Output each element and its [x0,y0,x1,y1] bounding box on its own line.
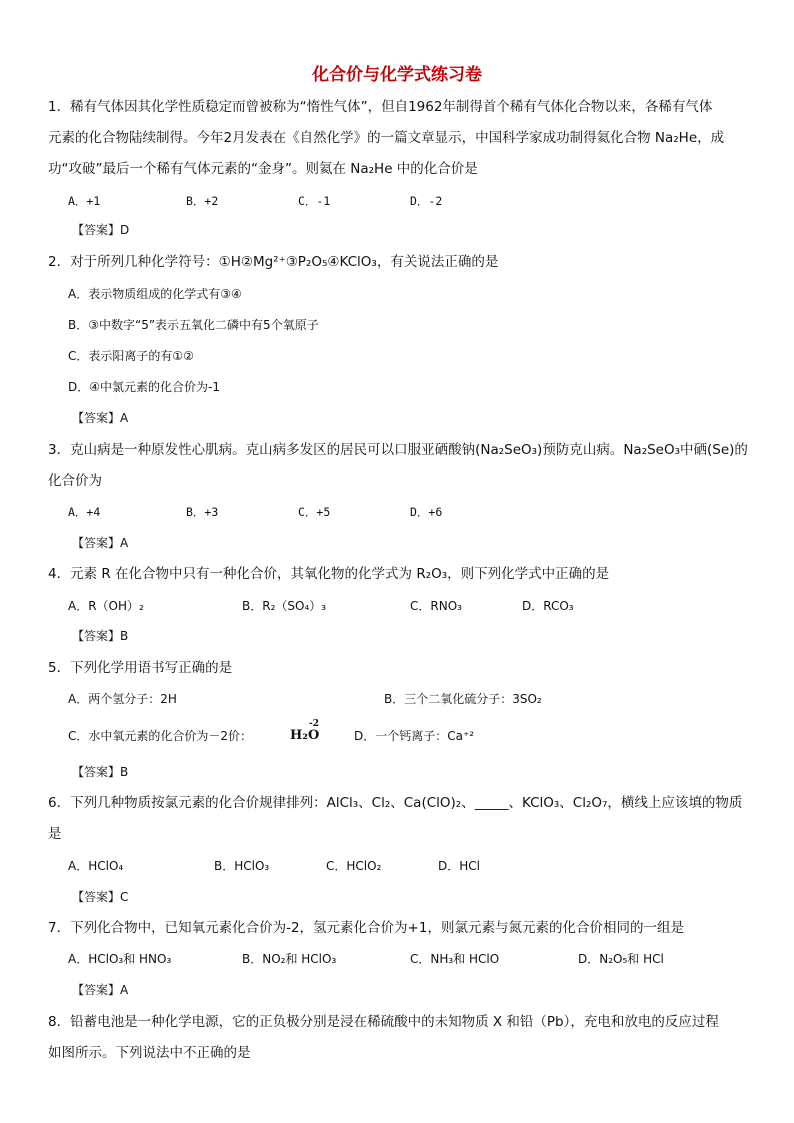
h2o-formula-base: H₂ [290,728,308,743]
q5-option-b: B．三个二氧化硫分子：3SO₂ [384,692,542,706]
q5-option-a: A．两个氢分子：2H [68,692,177,706]
q3-option-a: A．+4 [68,505,101,519]
q1-option-a: A．+1 [68,194,101,208]
q6-option-b: B．HClO₃ [214,859,270,873]
q5-option-c: C．水中氧元素的化合价为－2价： [68,729,253,743]
q2-option-a: A．表示物质组成的化学式有③④ [68,287,242,301]
q7-answer: 【答案】A [72,983,129,997]
q4-option-a: A．R（OH）₂ [68,599,144,613]
q4-option-b: B．R₂（SO₄）₃ [242,599,327,613]
q1-line2: 元素的化合物陆续制得。今年2月发表在《自然化学》的一篇文章显示，中国科学家成功制得氦化合物 Na₂He，成 [48,130,725,146]
q1-option-b: B．+2 [186,194,219,208]
q4-option-d: D．RCO₃ [522,599,574,613]
q1-line1: 1．稀有气体因其化学性质稳定而曾被称为“惰性气体”，但自1962年制得首个稀有气体化合物以来，各稀有气体 [48,99,713,115]
q8-line1: 8．铅蓄电池是一种化学电源，它的正负极分别是浸在稀硫酸中的未知物质 X 和铅（Pb），充电和放电的反应过程 [48,1014,719,1030]
q6-option-a: A．HClO₄ [68,859,124,873]
q1-option-c: C．-1 [298,194,331,208]
q3-option-d: D．+6 [410,505,443,519]
q6-option-c: C．HClO₂ [326,859,382,873]
q1-answer: 【答案】D [72,223,130,237]
h2o-oxygen-symbol: O [307,728,320,743]
q6-answer: 【答案】C [72,890,129,904]
q3-line1: 3．克山病是一种原发性心肌病。克山病多发区的居民可以口服亚硒酸钠(Na₂SeO₃)预防克山病。Na₂SeO₃中硒(Se)的 [48,442,748,458]
q6-line2: 是 [48,826,62,842]
q2-option-d: D．④中氯元素的化合价为-1 [68,380,220,394]
q7-option-c: C．NH₃和 HClO [410,952,500,966]
q7-stem: 7．下列化合物中，已知氧元素化合价为-2，氢元素化合价为+1，则氯元素与氮元素的化合价相同的一组是 [48,920,684,936]
q3-answer: 【答案】A [72,536,129,550]
h2o-valence-formula [290,719,320,743]
q2-stem: 2．对于所列几种化学符号：①H②Mg²⁺③P₂O₅④KClO₃，有关说法正确的是 [48,254,499,270]
q7-option-d: D．N₂O₅和 HCl [578,952,664,966]
q8-line2: 如图所示。下列说法中不正确的是 [48,1045,251,1061]
q1-option-d: D．-2 [410,194,443,208]
q2-answer: 【答案】A [72,411,129,425]
q6-option-d: D．HCl [438,859,480,873]
q7-option-a: A．HClO₃和 HNO₃ [68,952,172,966]
q4-stem: 4．元素 R 在化合物中只有一种化合价，其氧化物的化学式为 R₂O₃，则下列化学式中正确的是 [48,566,610,582]
q2-option-c: C．表示阳离子的有①② [68,349,194,363]
q3-option-c: C．+5 [298,505,331,519]
q3-option-b: B．+3 [186,505,219,519]
h2o-oxygen-charge: -2 [308,719,319,729]
q5-stem: 5．下列化学用语书写正确的是 [48,660,233,676]
q5-option-d: D．一个钙离子：Ca⁺² [354,729,475,743]
q2-option-b: B．③中数字“5”表示五氧化二磷中有5个氧原子 [68,318,319,332]
q6-line1: 6．下列几种物质按氯元素的化合价规律排列：AlCl₃、Cl₂、Ca(ClO)₂、_____、KClO₃、Cl₂O₇，横线上应该填的物质 [48,795,743,811]
q3-line2: 化合价为 [48,473,102,489]
q4-option-c: C．RNO₃ [410,599,462,613]
q4-answer: 【答案】B [72,629,129,643]
page-title: 化合价与化学式练习卷 [312,65,482,85]
q7-option-b: B．NO₂和 HClO₃ [242,952,337,966]
q1-line3: 功“攻破”最后一个稀有气体元素的“金身”。则氦在 Na₂He 中的化合价是 [48,161,478,177]
q5-answer: 【答案】B [72,765,129,779]
